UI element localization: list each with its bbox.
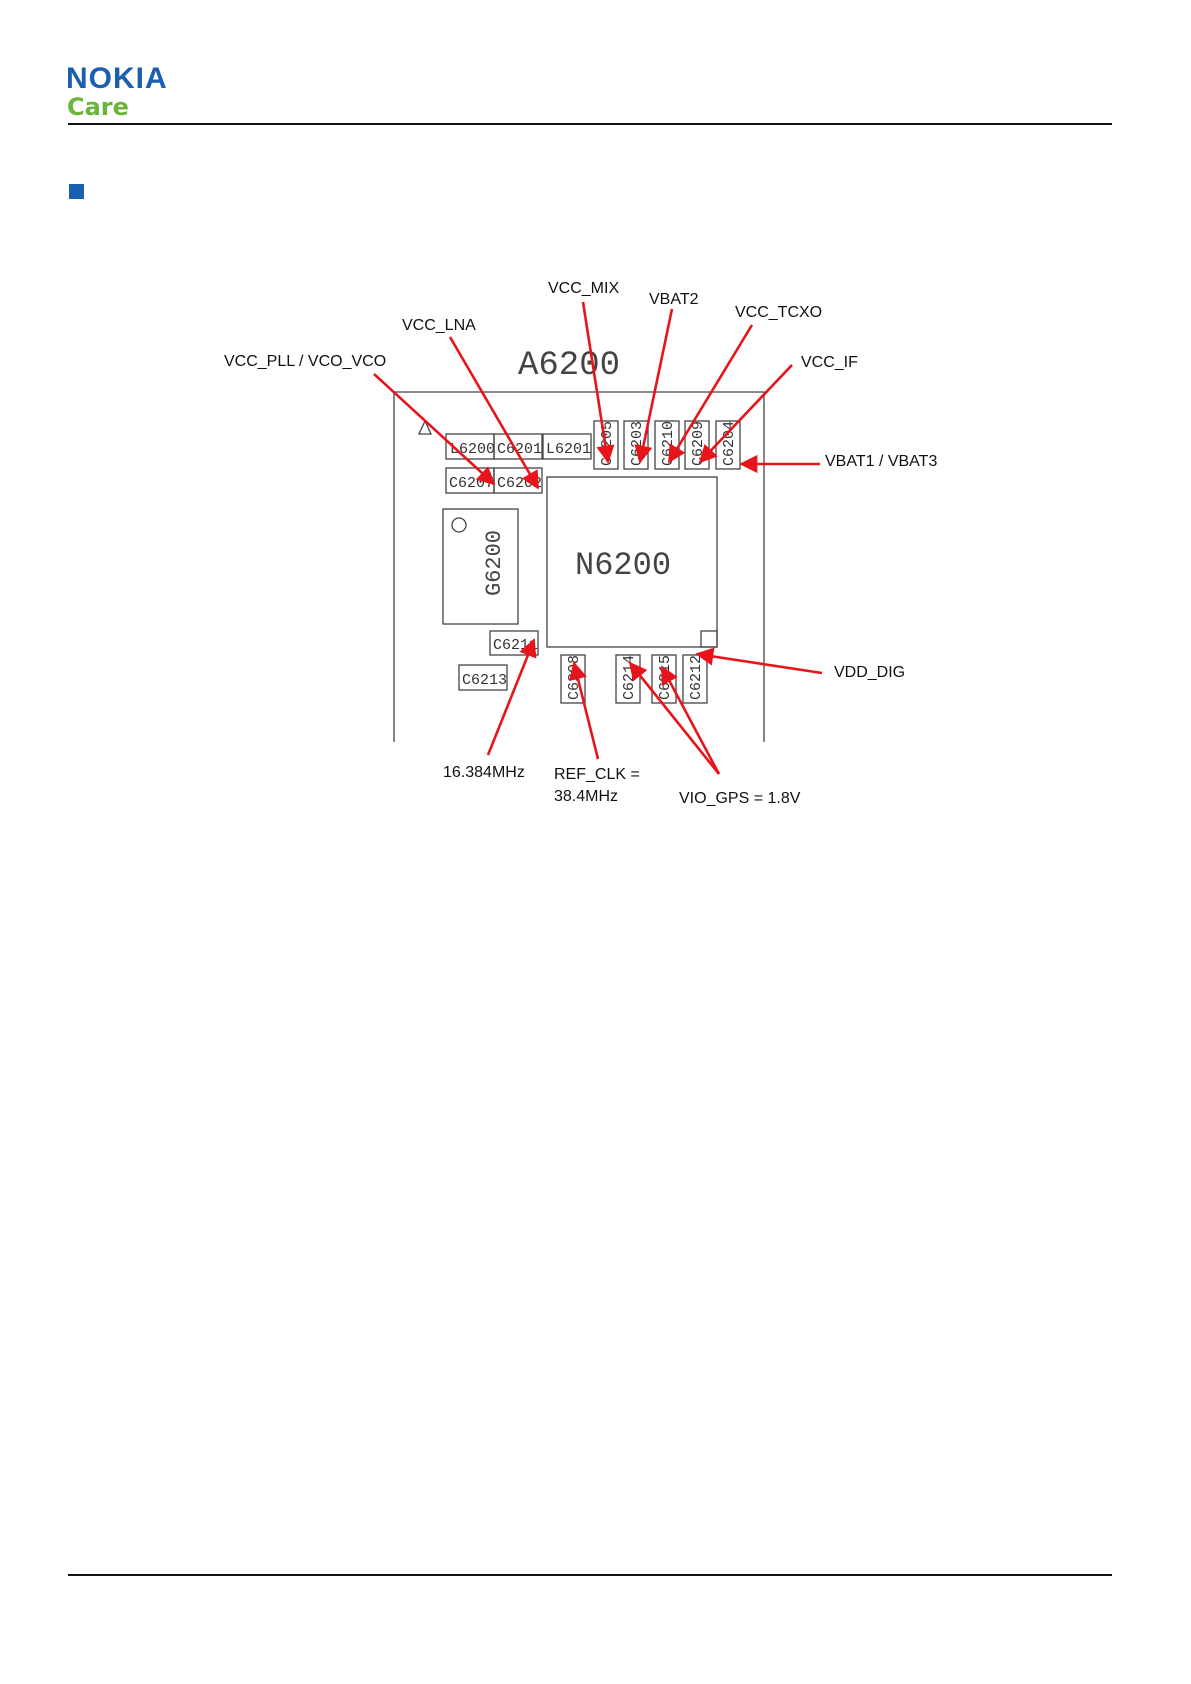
ic-corner-marker bbox=[701, 631, 717, 647]
label-ref-clk: REF_CLK = bbox=[554, 766, 640, 783]
label-vcc-mix: VCC_MIX bbox=[548, 280, 620, 297]
board-label: A6200 bbox=[518, 347, 621, 385]
label-vbat2: VBAT2 bbox=[649, 291, 699, 308]
arrow-vcc-pll bbox=[374, 374, 494, 484]
component-label-c6213: C6213 bbox=[462, 672, 508, 689]
component-label-c6212: C6212 bbox=[688, 654, 705, 700]
component-label-c6210: C6210 bbox=[660, 420, 677, 466]
care-logo: Care bbox=[67, 93, 129, 121]
nokia-logo: NOKIA bbox=[66, 62, 168, 95]
component-label-c6211: C6211 bbox=[493, 637, 539, 654]
label-vio-gps: VIO_GPS = 1.8V bbox=[679, 790, 801, 807]
label-vcc-if: VCC_IF bbox=[801, 354, 858, 371]
label-vdd-dig: VDD_DIG bbox=[834, 664, 906, 681]
arrow-ref-clk bbox=[574, 663, 598, 759]
crystal-label: G6200 bbox=[482, 529, 507, 596]
crystal-dot-icon bbox=[452, 518, 466, 532]
label-vbat1: VBAT1 / VBAT3 bbox=[825, 453, 938, 470]
component-label-c6207: C6207 bbox=[449, 475, 495, 492]
label-ref-clk-value: 38.4MHz bbox=[554, 788, 619, 805]
component-label-c6201: C6201 bbox=[497, 441, 543, 458]
footer-rule bbox=[68, 1574, 1112, 1576]
ic-label: N6200 bbox=[575, 547, 672, 584]
component-label-c6203: C6203 bbox=[629, 420, 646, 466]
arrow-vio-gps-a bbox=[630, 663, 719, 774]
component-label-l6201: L6201 bbox=[546, 441, 592, 458]
component-label-c6208: C6208 bbox=[566, 654, 583, 700]
component-label-c6202: C6202 bbox=[497, 475, 543, 492]
component-label-c6205: C6205 bbox=[599, 420, 616, 466]
label-vcc-tcxo: VCC_TCXO bbox=[735, 304, 823, 321]
label-vcc-lna: VCC_LNA bbox=[402, 317, 476, 334]
arrow-vcc-if bbox=[700, 365, 792, 462]
component-label-l6200: L6200 bbox=[450, 441, 496, 458]
label-freq-16: 16.384MHz bbox=[443, 764, 525, 781]
component-label-c6214: C6214 bbox=[621, 654, 638, 700]
component-label-c6215: C6215 bbox=[657, 654, 674, 700]
arrow-freq-16 bbox=[488, 640, 534, 755]
component-label-c6204: C6204 bbox=[721, 420, 738, 466]
arrow-vdd-dig bbox=[697, 654, 822, 673]
label-vcc-pll: VCC_PLL / VCO_VCO bbox=[224, 353, 387, 370]
component-label-c6209: C6209 bbox=[690, 420, 707, 466]
